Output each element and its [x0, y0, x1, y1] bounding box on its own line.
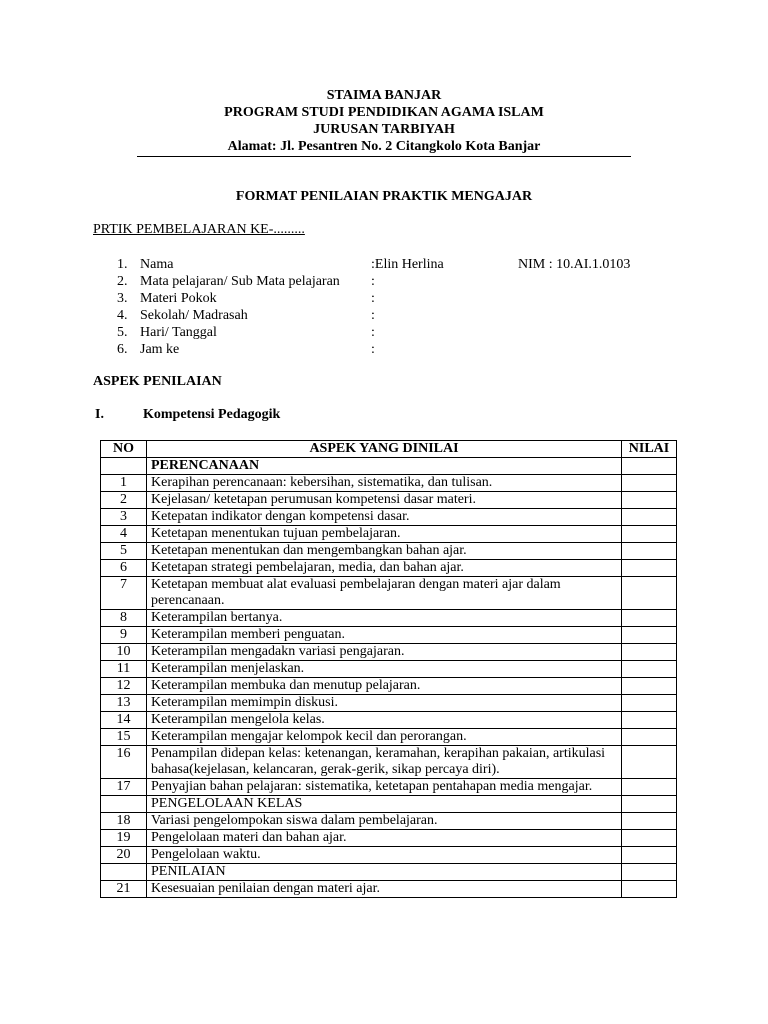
info-value: : — [371, 274, 375, 289]
row-number: 20 — [101, 847, 147, 864]
score-cell[interactable] — [622, 560, 677, 577]
aspect-text: Kerapihan perencanaan: kebersihan, sistematika, dan tulisan. — [147, 475, 622, 492]
row-number: 9 — [101, 627, 147, 644]
info-label: Mata pelajaran/ Sub Mata pelajaran — [140, 274, 340, 289]
score-cell[interactable] — [622, 543, 677, 560]
row-number: 4 — [101, 526, 147, 543]
aspect-text: Ketetapan menentukan dan mengembangkan bahan ajar. — [147, 543, 622, 560]
table-row — [101, 830, 677, 847]
info-label: Jam ke — [140, 342, 180, 357]
info-number: 2. — [117, 274, 128, 289]
nim-value: NIM : 10.AI.1.0103 — [518, 257, 631, 272]
table-row — [101, 661, 677, 678]
row-number: 13 — [101, 695, 147, 712]
aspect-text: Keterampilan memberi penguatan. — [147, 627, 622, 644]
table-row — [101, 627, 677, 644]
row-number: 14 — [101, 712, 147, 729]
table-row — [101, 847, 677, 864]
aspect-text: Penampilan didepan kelas: ketenangan, keramahan, kerapihan pakaian, artikulasi bahasa(kejelasan, kelancaran, gerak-gerik, sikap percaya diri). — [147, 746, 622, 779]
info-value: : — [371, 291, 375, 306]
table-row — [101, 560, 677, 577]
score-cell[interactable] — [622, 712, 677, 729]
score-cell[interactable] — [622, 458, 677, 475]
subsection-row — [101, 458, 677, 475]
meeting-label: PRTIK PEMBELAJARAN KE-......... — [93, 222, 305, 237]
info-value: : — [371, 342, 375, 357]
score-cell[interactable] — [622, 813, 677, 830]
score-cell[interactable] — [622, 881, 677, 898]
table-row — [101, 644, 677, 661]
row-number: 18 — [101, 813, 147, 830]
table-row — [101, 543, 677, 560]
score-cell[interactable] — [622, 509, 677, 526]
score-cell[interactable] — [622, 830, 677, 847]
aspect-text: Keterampilan mengadakn variasi pengajaran. — [147, 644, 622, 661]
subsection-title: PENGELOLAAN KELAS — [147, 796, 622, 813]
row-number: 10 — [101, 644, 147, 661]
info-number: 6. — [117, 342, 128, 357]
score-cell[interactable] — [622, 695, 677, 712]
institution-name: STAIMA BANJAR — [326, 88, 442, 103]
row-number: 5 — [101, 543, 147, 560]
aspect-text: Kejelasan/ ketetapan perumusan kompetensi dasar materi. — [147, 492, 622, 509]
row-number: 11 — [101, 661, 147, 678]
info-number: 5. — [117, 325, 128, 340]
subsection-row — [101, 864, 677, 881]
section-number: I. — [95, 407, 104, 422]
row-number: 3 — [101, 509, 147, 526]
aspect-text: Ketetapan menentukan tujuan pembelajaran. — [147, 526, 622, 543]
aspect-text: Penyajian bahan pelajaran: sistematika, ketetapan pentahapan media mengajar. — [147, 779, 622, 796]
score-cell[interactable] — [622, 526, 677, 543]
info-label: Hari/ Tanggal — [140, 325, 217, 340]
table-row — [101, 610, 677, 627]
info-number: 4. — [117, 308, 128, 323]
table-row — [101, 695, 677, 712]
table-header-row — [101, 441, 677, 458]
score-cell[interactable] — [622, 729, 677, 746]
row-number: 17 — [101, 779, 147, 796]
aspect-text: Pengelolaan materi dan bahan ajar. — [147, 830, 622, 847]
aspect-text: Keterampilan menjelaskan. — [147, 661, 622, 678]
table-row — [101, 729, 677, 746]
row-number: 19 — [101, 830, 147, 847]
aspect-text: Keterampilan memimpin diskusi. — [147, 695, 622, 712]
section-title: Kompetensi Pedagogik — [143, 407, 281, 422]
row-number — [101, 458, 147, 475]
score-cell[interactable] — [622, 779, 677, 796]
score-cell[interactable] — [622, 627, 677, 644]
row-number — [101, 796, 147, 813]
score-cell[interactable] — [622, 847, 677, 864]
table-row — [101, 813, 677, 830]
score-cell[interactable] — [622, 492, 677, 509]
row-number: 7 — [101, 577, 147, 610]
info-label: Nama — [140, 257, 174, 272]
score-cell[interactable] — [622, 475, 677, 492]
subsection-title: PERENCANAAN — [147, 458, 622, 475]
aspect-text: Ketepatan indikator dengan kompetensi dasar. — [147, 509, 622, 526]
subsection-title: PENILAIAN — [147, 864, 622, 881]
aspect-text: Variasi pengelompokan siswa dalam pembelajaran. — [147, 813, 622, 830]
row-number: 8 — [101, 610, 147, 627]
info-value: : — [371, 308, 375, 323]
document-title: FORMAT PENILAIAN PRAKTIK MENGAJAR — [235, 189, 533, 204]
header-divider — [137, 156, 631, 157]
row-number: 12 — [101, 678, 147, 695]
table-row — [101, 746, 677, 779]
score-cell[interactable] — [622, 577, 677, 610]
column-header-nilai: NILAI — [622, 441, 677, 458]
row-number: 16 — [101, 746, 147, 779]
table-row — [101, 678, 677, 695]
table-body — [101, 458, 677, 898]
table-row — [101, 492, 677, 509]
aspect-text: Keterampilan bertanya. — [147, 610, 622, 627]
aspect-text: Keterampilan mengelola kelas. — [147, 712, 622, 729]
score-cell[interactable] — [622, 796, 677, 813]
row-number — [101, 864, 147, 881]
row-number: 1 — [101, 475, 147, 492]
score-cell[interactable] — [622, 864, 677, 881]
table-row — [101, 577, 677, 610]
subsection-row — [101, 796, 677, 813]
info-value: : — [371, 325, 375, 340]
score-cell[interactable] — [622, 644, 677, 661]
info-value: :Elin Herlina — [371, 257, 444, 272]
row-number: 2 — [101, 492, 147, 509]
score-cell[interactable] — [622, 610, 677, 627]
assessment-heading: ASPEK PENILAIAN — [93, 374, 222, 389]
table-row — [101, 881, 677, 898]
info-label: Sekolah/ Madrasah — [140, 308, 248, 323]
table-row — [101, 475, 677, 492]
score-cell[interactable] — [622, 678, 677, 695]
aspect-text: Ketetapan strategi pembelajaran, media, dan bahan ajar. — [147, 560, 622, 577]
aspect-text: Keterampilan membuka dan menutup pelajaran. — [147, 678, 622, 695]
table-row — [101, 526, 677, 543]
score-cell[interactable] — [622, 746, 677, 779]
info-number: 3. — [117, 291, 128, 306]
program-name: PROGRAM STUDI PENDIDIKAN AGAMA ISLAM — [224, 105, 544, 120]
row-number: 15 — [101, 729, 147, 746]
table-row — [101, 779, 677, 796]
score-cell[interactable] — [622, 661, 677, 678]
assessment-table — [100, 440, 677, 898]
aspect-text: Kesesuaian penilaian dengan materi ajar. — [147, 881, 622, 898]
column-header-no: NO — [101, 441, 147, 458]
info-number: 1. — [117, 257, 128, 272]
aspect-text: Ketetapan membuat alat evaluasi pembelajaran dengan materi ajar dalam perencanaan. — [147, 577, 622, 610]
aspect-text: Pengelolaan waktu. — [147, 847, 622, 864]
info-label: Materi Pokok — [140, 291, 217, 306]
column-header-aspek: ASPEK YANG DINILAI — [147, 441, 622, 458]
institution-address: Alamat: Jl. Pesantren No. 2 Citangkolo Kota Banjar — [227, 139, 541, 154]
department-name: JURUSAN TARBIYAH — [313, 122, 455, 137]
table-row — [101, 509, 677, 526]
row-number: 6 — [101, 560, 147, 577]
aspect-text: Keterampilan mengajar kelompok kecil dan perorangan. — [147, 729, 622, 746]
table-row — [101, 712, 677, 729]
row-number: 21 — [101, 881, 147, 898]
